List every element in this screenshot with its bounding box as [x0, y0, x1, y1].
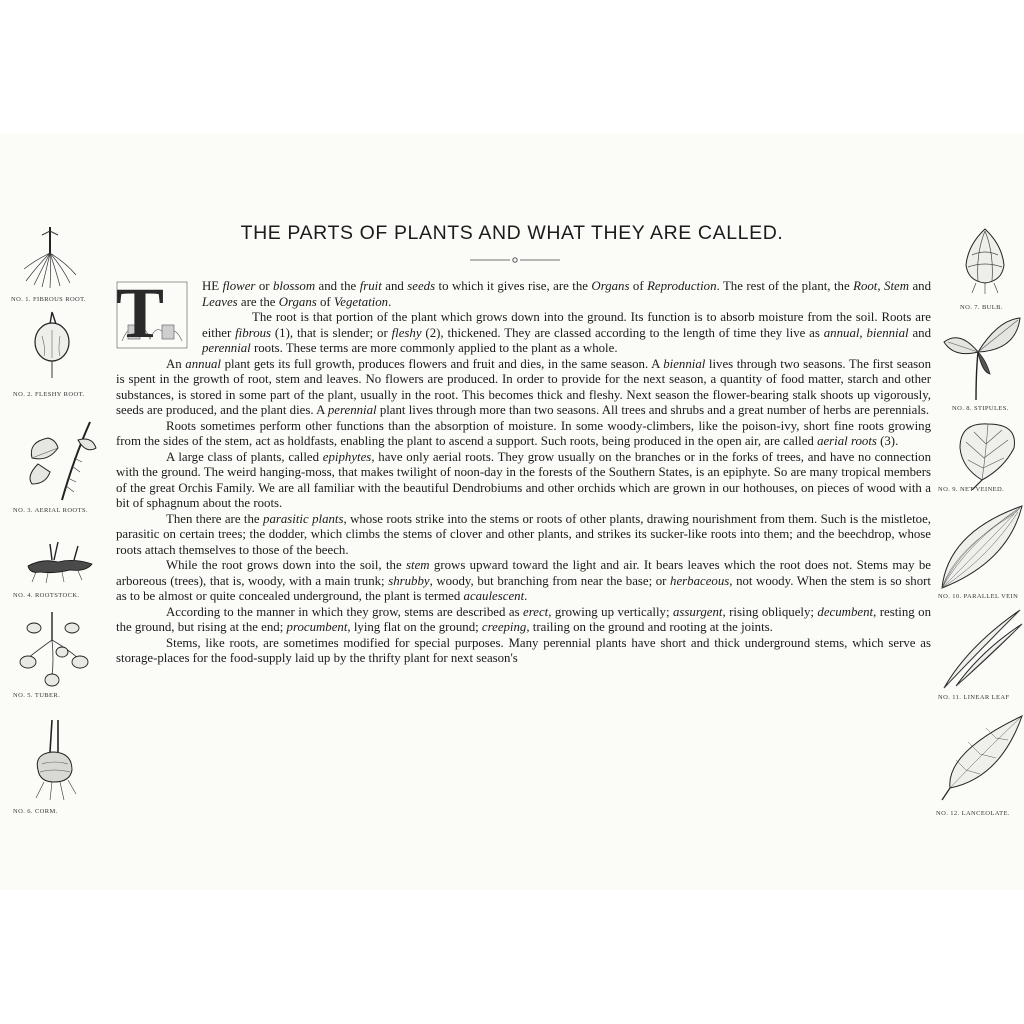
paragraph: Roots sometimes perform other functions than the absorption of moisture. In some woody-climbers, like the poison-ivy, short fine roots growing from the sides of the stem, act as holdfasts, enabling the plant to ascend a support. Such roots, being produced in the open air, are called aerial roots (3).: [116, 418, 931, 448]
corm-icon: [28, 718, 83, 803]
figure-caption: NO. 3. AERIAL ROOTS.: [13, 507, 88, 514]
paragraph: The root is that portion of the plant which grows down into the ground. Its function is to absorb moisture from the soil. Roots are either fibrous (1), that is slender; or fleshy (2), thickened. They are classed according to the length of time they live as annual, biennial and perennial roots. These terms are more commonly applied to the plant as a whole.: [202, 310, 931, 355]
figure-caption: NO. 11. LINEAR LEAF: [938, 694, 1010, 701]
rootstock-icon: [22, 540, 97, 585]
paragraph: A large class of plants, called epiphytes, have only aerial roots. They grow usually on the branches or in the forks of trees, and have no connection with the ground. The weird hanging-moss, that makes twilight of noon-day in the forests of the Southern States, is an epiphyte. So are many tropical members of the great Orchis Family. We are all familiar with the beautiful Dendrobiums and other orchids which are grown in our hothouses, on pieces of wood with a bit of sphagnum about the roots.: [116, 449, 931, 510]
drop-cap: [116, 273, 188, 353]
figure-caption: NO. 8. STIPULES.: [952, 405, 1009, 412]
figure-caption: NO. 4. ROOTSTOCK.: [13, 592, 80, 599]
drop-cap-letter: T: [116, 273, 165, 353]
figure-caption: NO. 9. NET VEINED.: [938, 486, 1005, 493]
paragraph: While the root grows down into the soil, the stem grows upward toward the light and air. It bears leaves which the root does not. Stems may be arboreous (trees), that is, woody, with a main trunk; shrubby, woody, but branching from near the base; or herbaceous, not woody. When the stem is so short as to be almost or quite concealed underground, the plant is termed acaulescent.: [116, 558, 931, 603]
bulb-icon: [958, 225, 1013, 295]
figure-caption: NO. 6. CORM.: [13, 808, 58, 815]
net-veined-leaf-icon: [952, 418, 1024, 490]
body-text: [116, 273, 932, 667]
paragraph: An annual plant gets its full growth, produces flowers and fruit and dies, in the same season. A biennial lives through two seasons. The first season is spent in the growth of root, stem and leaves. No flowers are produced. In order to provide for the next season, a quantity of food matter, starch and other substances, is stored in some part of the plant, usually in the root. This becomes thick and fleshy. Next season the flower-bearing stalk shoots up vigorously, seeds are produced, and the plant dies. A perennial plant lives through more than two seasons. All trees and shrubs and a great number of herbs are perennials.: [116, 356, 931, 417]
linear-leaf-icon: [938, 606, 1024, 690]
page-title: THE PARTS OF PLANTS AND WHAT THEY ARE CALLED.: [240, 222, 784, 244]
figure-caption: NO. 2. FLESHY ROOT.: [13, 391, 85, 398]
stipules-icon: [940, 312, 1022, 400]
paragraph: Stems, like roots, are sometimes modified for special purposes. Many perennial plants have short and thick underground stems, which serve as storage-places for the food-supply laid up by the thrifty plant for next season's: [116, 635, 931, 665]
figure-caption: NO. 1. FIBROUS ROOT.: [11, 296, 87, 303]
fibrous-root-icon: [20, 225, 80, 290]
paragraph: HE flower or blossom and the fruit and seeds to which it gives rise, are the Organs of Reproduction. The rest of the plant, the Root, Stem and Leaves are the Organs of Vegetation.: [202, 279, 931, 309]
title-ornament-rule: [470, 257, 560, 263]
lanceolate-leaf-icon: [940, 712, 1024, 802]
tuber-icon: [18, 610, 93, 690]
figure-caption: NO. 10. PARALLEL VEIN: [938, 593, 1019, 600]
fleshy-root-icon: [30, 310, 75, 382]
figure-caption: NO. 7. BULB.: [960, 304, 1003, 311]
aerial-roots-icon: [18, 418, 98, 503]
figure-caption: NO. 5. TUBER.: [13, 692, 61, 699]
parallel-vein-leaf-icon: [938, 502, 1024, 592]
paragraph: Then there are the parasitic plants, whose roots strike into the stems or roots of other plants, drawing nourishment from them. Such is the mistletoe, parasitic on certain trees; the dodder, which climbs the stems of clover and other plants, and strikes its sucker-like roots into them; and the beechdrop, whose roots attach themselves to those of the beech.: [116, 511, 932, 557]
figure-caption: NO. 12. LANCEOLATE.: [936, 810, 1010, 817]
paragraph: According to the manner in which they grow, stems are described as erect, growing up vertically; assurgent, rising obliquely; decumbent, resting on the ground, but rising at the end; procumbent, lying flat on the ground; creeping, trailing on the ground and rooting at the joints.: [116, 604, 931, 634]
